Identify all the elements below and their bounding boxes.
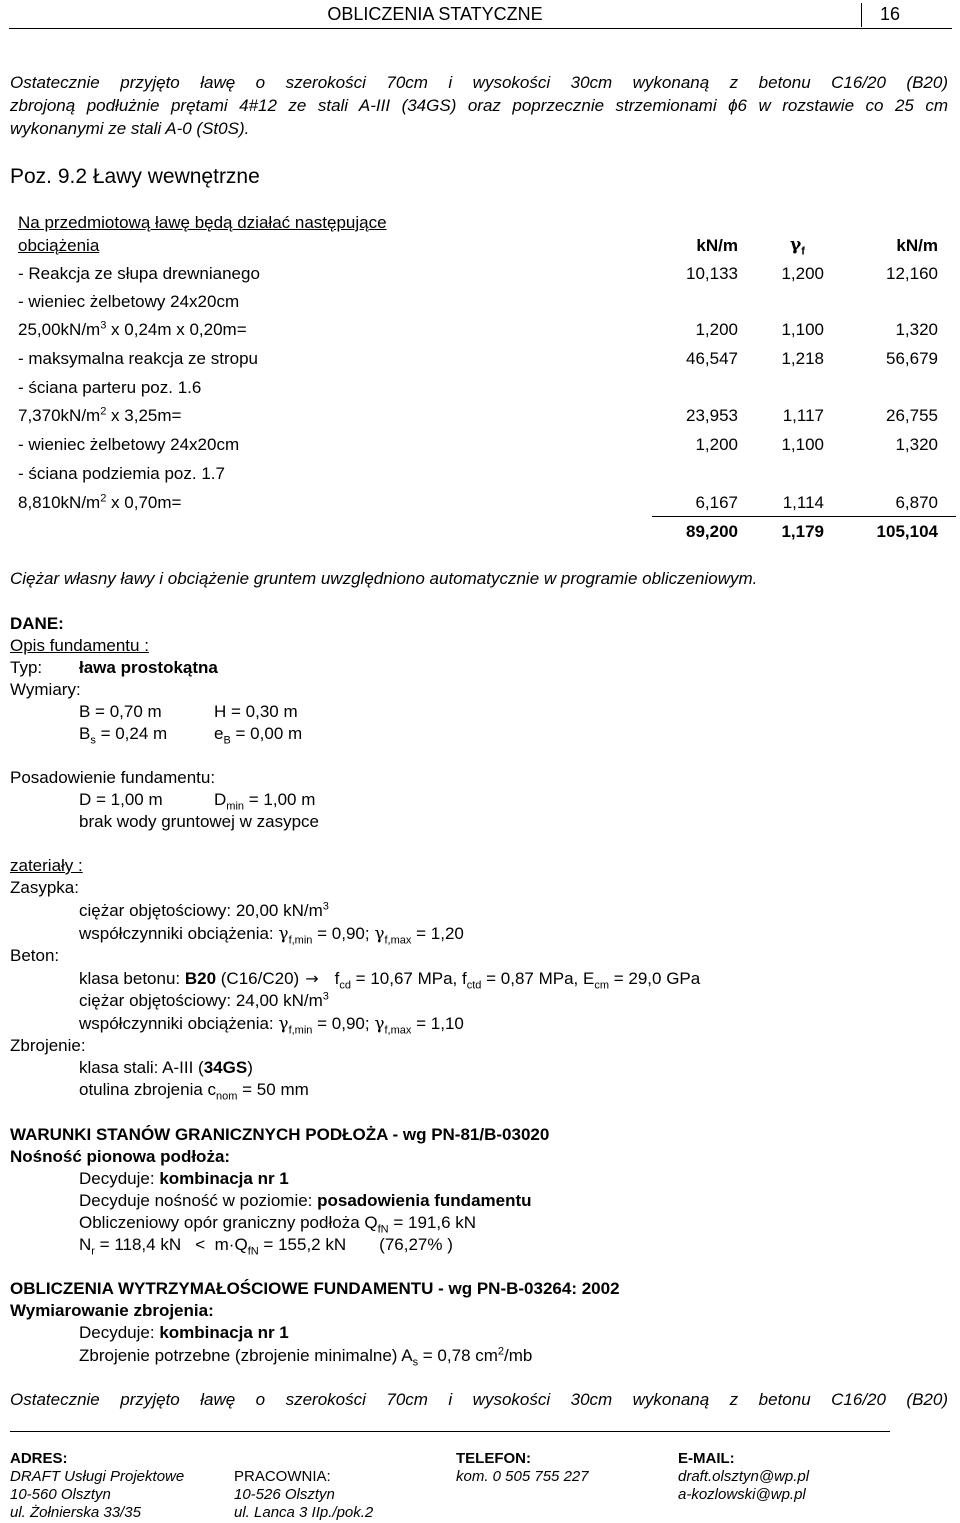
- load-value-gamma: 1,218: [781, 349, 824, 368]
- note-text: Ciężar własny ławy i obciążenie gruntem uwzględniono automatycznie w programie obliczeniowym.: [10, 569, 758, 588]
- load-label: - Reakcja ze słupa drewnianego: [18, 264, 260, 283]
- zbrojenie-klasa: klasa stali: A-III (34GS): [79, 1058, 253, 1077]
- load-label: $8,810kN/m^2$ x 0,70m=: [18, 492, 182, 512]
- beton-wspolczynniki: współczynniki obciążenia: $\gamma_{f,min} = 0,90$; $\gamma_{f,max} = 1,10$: [79, 1014, 464, 1037]
- total-gamma: 1,179: [781, 522, 824, 541]
- load-label: - ściana parteru poz. 1.6: [18, 378, 202, 397]
- posadowienie-label: Posadowienie fundamentu:: [10, 768, 216, 787]
- beton-klasa: klasa betonu: B20 $(C16/C20) \to f_{cd} = 10,67$ MPa, $f_{ctd} = 0,87$ MPa, $E_{cm} = 29,0$ GPa: [79, 969, 701, 992]
- zbrojenie-label: Zbrojenie:: [10, 1036, 86, 1055]
- beton-ciezar: ciężar objętościowy: 24,00 $kN/m^3$: [79, 990, 329, 1010]
- arrow-right-icon: →: [305, 969, 319, 988]
- nr-check: $N_r = 118,4$ kN < $m\cdot Q_{fN} = 155,2$ kN (76,27% ): [79, 1235, 453, 1258]
- dim-eB: $e_B = 0,00$ m: [214, 724, 303, 747]
- footer-email-heading: E-MAIL:: [678, 1450, 735, 1467]
- total-kn: 89,200: [686, 522, 738, 541]
- footer-telefon-heading: TELEFON:: [456, 1450, 531, 1467]
- intro-line-1: Ostatecznie przyjęto ławę o szerokości 70cm i wysokości 30cm wykonaną z betonu C16/20 (B20): [10, 73, 948, 92]
- depth-D: D = 1,00 m: [79, 790, 163, 809]
- load-label: - ściana podziemia poz. 1.7: [18, 464, 225, 483]
- load-value-gamma: 1,100: [781, 320, 824, 339]
- opor-graniczny: Obliczeniowy opór graniczny podłoża $Q_{fN} = 191,6$ kN: [79, 1213, 477, 1236]
- zasypka-wspolczynniki: współczynniki obciążenia: $\gamma_{f,min} = 0,90$; $\gamma_{f,max} = 1,20$: [79, 924, 464, 947]
- load-value-design: 56,679: [886, 349, 938, 368]
- loads-heading-2: obciążenia: [18, 236, 100, 255]
- footer-rule: [10, 1431, 890, 1432]
- load-value-design: 6,870: [895, 493, 938, 512]
- load-value-kn: 46,547: [686, 349, 738, 368]
- materialy-title: zateriały :: [10, 856, 83, 875]
- typ-label: Typ:: [10, 658, 43, 677]
- opis-fundamentu: Opis fundamentu :: [10, 636, 149, 655]
- load-value-kn: 23,953: [686, 406, 738, 425]
- groundwater-note: brak wody gruntowej w zasypce: [79, 812, 320, 831]
- closing-line: Ostatecznie przyjęto ławę o szerokości 70cm i wysokości 30cm wykonaną z betonu C16/20 (B20): [10, 1390, 948, 1409]
- footer-adres-3: ul. Żołnierska 33/35: [10, 1504, 141, 1521]
- load-label: $25,00kN/m^3$ x 0,24m x 0,20m=: [18, 319, 247, 339]
- beton-label: Beton:: [10, 946, 60, 965]
- sum-line: [652, 516, 956, 517]
- load-value-design: 1,320: [895, 320, 938, 339]
- load-value-kn: 1,200: [695, 320, 738, 339]
- load-label: $7,370kN/m^2$ x 3,25m=: [18, 405, 182, 425]
- load-label: - wieniec żelbetowy 24x20cm: [18, 292, 240, 311]
- load-value-gamma: 1,100: [781, 435, 824, 454]
- footer-email-1[interactable]: draft.olsztyn@wp.pl: [678, 1468, 810, 1485]
- wytrz-decyduje: Decyduje: kombinacja nr 1: [79, 1323, 289, 1342]
- footer-adres-2: 10-560 Olsztyn: [10, 1486, 111, 1503]
- load-value-design: 1,320: [895, 435, 938, 454]
- wymiarowanie-label: Wymiarowanie zbrojenia:: [10, 1301, 214, 1320]
- page-header: [9, 0, 952, 29]
- load-label: - wieniec żelbetowy 24x20cm: [18, 435, 240, 454]
- load-value-kn: 1,200: [695, 435, 738, 454]
- footer-email-2[interactable]: a-kozlowski@wp.pl: [678, 1486, 806, 1503]
- otulina: otulina zbrojenia $c_{nom} = 50$ mm: [79, 1080, 309, 1103]
- header-title: OBLICZENIA STATYCZNE: [327, 4, 543, 24]
- zasypka-ciezar: ciężar objętościowy: 20,00 $kN/m^3$: [79, 900, 329, 920]
- loads-heading-1: Na przedmiotową ławę będą działać następujące: [18, 213, 387, 232]
- dim-Bs: $B_s = 0,24$ m: [79, 724, 168, 747]
- footer-adres-heading: ADRES:: [10, 1450, 68, 1467]
- dim-B: B = 0,70 m: [79, 702, 162, 721]
- total-design: 105,104: [876, 522, 938, 541]
- col-header-gamma: $\gamma_f$: [790, 235, 805, 258]
- page-number: 16: [879, 4, 901, 24]
- load-value-design: 26,755: [886, 406, 938, 425]
- footer-telefon: kom. 0 505 755 227: [456, 1468, 589, 1485]
- col-header-kn2: kN/m: [896, 236, 938, 255]
- intro-line-2: zbrojoną podłużnie prętami 4#12 ze stali A-III (34GS) oraz poprzecznie strzemionami ϕ6 w rozstawie co 25 cm: [10, 96, 948, 115]
- nosnosc-label: Nośność pionowa podłoża:: [10, 1147, 231, 1166]
- footer-adres-1: DRAFT Usługi Projektowe: [10, 1468, 185, 1485]
- warunki-title: WARUNKI STANÓW GRANICZNYCH PODŁOŻA - wg PN-81/B-03020: [10, 1125, 550, 1144]
- load-value-design: 12,160: [886, 264, 938, 283]
- load-value-kn: 6,167: [695, 493, 738, 512]
- load-value-gamma: 1,200: [781, 264, 824, 283]
- footer-pracownia-2: ul. Lanca 3 IIp./pok.2: [234, 1504, 374, 1521]
- zbrojenie-potrzebne: Zbrojenie potrzebne (zbrojenie minimalne) $A_s = 0,78$ $cm^2/mb$: [79, 1345, 533, 1369]
- footer-pracownia-1: 10-526 Olsztyn: [234, 1486, 335, 1503]
- wymiary-label: Wymiary:: [10, 680, 81, 699]
- col-header-kn: kN/m: [696, 236, 738, 255]
- warunki-decyduje: Decyduje: kombinacja nr 1: [79, 1169, 289, 1188]
- warunki-poziom: Decyduje nośność w poziomie: posadowienia fundamentu: [79, 1191, 532, 1210]
- load-value-gamma: 1,114: [782, 493, 824, 512]
- section-title: Poz. 9.2 Ławy wewnętrzne: [10, 165, 260, 188]
- load-value-kn: 10,133: [686, 264, 738, 283]
- depth-Dmin: $D_{min} = 1,00$ m: [214, 790, 316, 813]
- zasypka-label: Zasypka:: [10, 878, 79, 897]
- dim-H: H = 0,30 m: [214, 702, 298, 721]
- wytrz-title: OBLICZENIA WYTRZYMAŁOŚCIOWE FUNDAMENTU - wg PN-B-03264: 2002: [10, 1279, 620, 1298]
- load-label: - maksymalna reakcja ze stropu: [18, 349, 258, 368]
- load-value-gamma: 1,117: [782, 406, 824, 425]
- footer-pracownia-heading: PRACOWNIA:: [234, 1468, 331, 1485]
- typ-value: ława prostokątna: [79, 658, 218, 677]
- intro-line-3: wykonanymi ze stali A-0 (St0S).: [10, 119, 250, 138]
- dane-title: DANE:: [10, 614, 64, 633]
